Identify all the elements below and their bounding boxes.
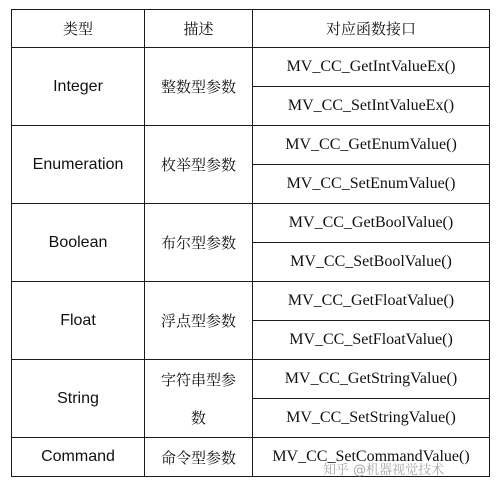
function-cell: MV_CC_GetEnumValue(): [253, 126, 490, 165]
table-row-integer: [12, 48, 490, 87]
table-row-boolean: [12, 204, 490, 243]
description-cell: 浮点型参数: [145, 282, 253, 360]
header-row: [12, 10, 490, 48]
type-cell: Command: [12, 438, 145, 477]
function-cell: MV_CC_SetFloatValue(): [253, 321, 490, 360]
watermark: 知乎 @机器视觉技术: [323, 463, 445, 478]
function-cell: MV_CC_GetIntValueEx(): [253, 48, 490, 87]
description-cell: 字符串型参数: [145, 360, 253, 438]
type-cell: Boolean: [12, 204, 145, 282]
table-row-enumeration: [12, 126, 490, 165]
function-cell: MV_CC_GetStringValue(): [253, 360, 490, 399]
function-cell: MV_CC_SetCommandValue(): [253, 438, 490, 477]
header-function-interface: 对应函数接口: [253, 10, 490, 48]
table-row-command: [12, 438, 490, 477]
table-row-float: [12, 282, 490, 321]
type-cell: Float: [12, 282, 145, 360]
type-cell: Integer: [12, 48, 145, 126]
type-cell: String: [12, 360, 145, 438]
header-type: 类型: [12, 10, 145, 48]
description-cell: 布尔型参数: [145, 204, 253, 282]
function-cell: MV_CC_SetStringValue(): [253, 399, 490, 438]
function-cell: MV_CC_SetIntValueEx(): [253, 87, 490, 126]
function-cell: MV_CC_SetBoolValue(): [253, 243, 490, 282]
function-cell: MV_CC_SetEnumValue(): [253, 165, 490, 204]
type-cell: Enumeration: [12, 126, 145, 204]
description-cell: 枚举型参数: [145, 126, 253, 204]
function-cell: MV_CC_GetFloatValue(): [253, 282, 490, 321]
api-parameter-table: [11, 9, 490, 477]
description-cell: 整数型参数: [145, 48, 253, 126]
function-cell: MV_CC_GetBoolValue(): [253, 204, 490, 243]
description-cell: 命令型参数: [145, 438, 253, 477]
header-description: 描述: [145, 10, 253, 48]
table-row-string: [12, 360, 490, 399]
